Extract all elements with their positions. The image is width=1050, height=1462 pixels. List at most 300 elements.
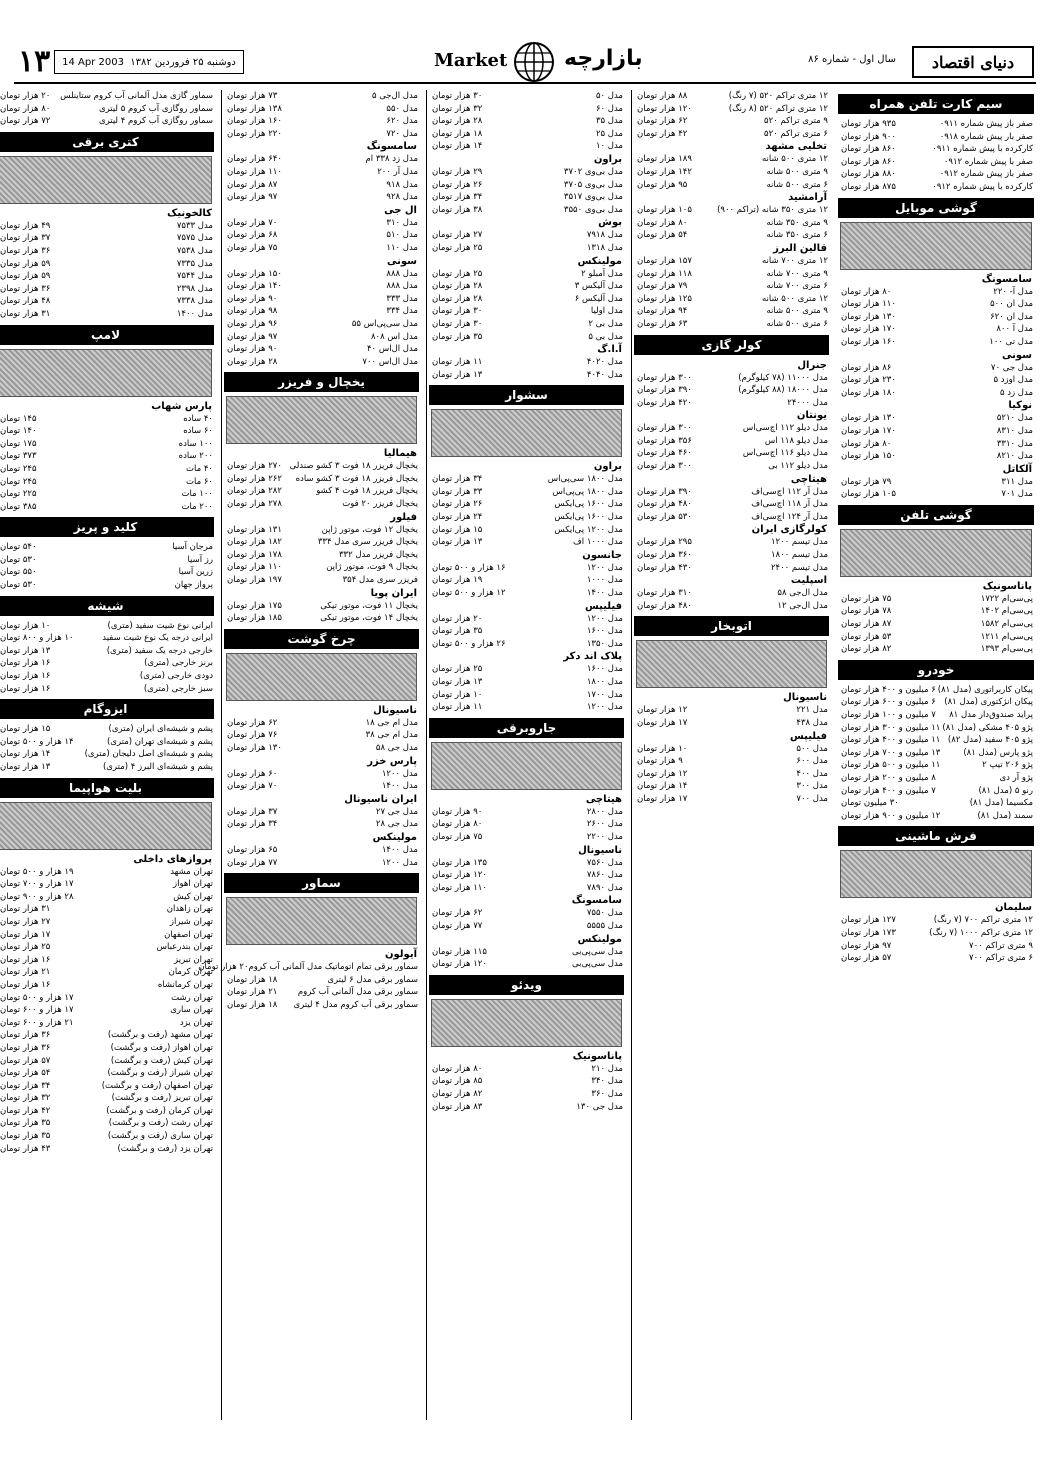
item-price: ۳۶ هزار تومان [0, 283, 51, 294]
brand-name: ناسیونال [783, 692, 827, 704]
item-name: مدل ۱۸۰۰ [586, 677, 623, 687]
item-price: ۸۷ هزار تومان [841, 619, 892, 630]
item-name: ۶ متری ۳۵۰ شانه [766, 230, 828, 241]
item-name: تهران یزد [179, 1017, 213, 1028]
item-price: ۱۹۷ هزار تومان [227, 575, 282, 586]
item-name: مدل ان ۵۰۰ [990, 299, 1033, 310]
item-name: سماور روگازی آب کروم ۴ لیتری [98, 116, 213, 127]
section-header: کولر گازی [634, 335, 829, 355]
price-row [836, 374, 1036, 387]
brand-name: پارس خزر [367, 755, 417, 767]
item-price: ۳۴ هزار تومان [0, 1080, 51, 1091]
item-price: ۳۷ هزار تومان [227, 806, 278, 817]
item-name: مدل آر ۱۱۲ اچ‌سی‌اف [751, 486, 828, 497]
item-name: پی‌سی‌ام ۱۵۸۲ [980, 619, 1033, 630]
item-price: ۱۲ هزار تومان [637, 705, 688, 716]
item-price: ۳۸ هزار تومان [432, 204, 483, 215]
price-row [0, 413, 216, 426]
section-header: کلید و پریز [0, 517, 214, 537]
price-row [0, 891, 216, 904]
section-header: گوشی موبایل [838, 198, 1034, 218]
item-name: مدل ۱۷۰۰ [586, 689, 623, 700]
item-name: مدل ۷۵۷۵ [176, 233, 213, 244]
price-row [836, 940, 1036, 953]
item-name: مدل بی‌وی ۳۵۱۷ [563, 192, 623, 203]
item-name: مدل ۱۱۰ [386, 242, 418, 253]
price-row [836, 593, 1036, 606]
section-header: جاروبرقی [429, 718, 624, 738]
item-name: مدل بی‌وی ۳۵۵۰ [563, 204, 623, 215]
brand-name: هیتاچی [585, 793, 622, 805]
price-row [632, 229, 831, 242]
item-name: سماور برقی مدل ۶ لیتری [327, 974, 418, 985]
item-price: ۱۸۹ هزار تومان [637, 154, 692, 165]
price-row [0, 683, 216, 696]
item-name: مدل ال‌جی ۵ [371, 91, 418, 101]
price-row [0, 1004, 216, 1017]
price-row [836, 927, 1036, 940]
item-price: ۷۹ هزار تومان [637, 281, 688, 292]
price-row [0, 645, 216, 658]
price-row [0, 450, 216, 463]
price-row [0, 620, 216, 633]
item-price: ۳۹۰ هزار تومان [637, 486, 692, 497]
item-price: ۱۶ هزار تومان [0, 658, 51, 669]
item-price: ۹۴ هزار تومان [637, 306, 688, 317]
price-row [427, 90, 626, 103]
price-row [0, 1143, 216, 1156]
price-row [632, 268, 831, 281]
item-name: سماور روگازی آب کروم ۵ لیتری [98, 103, 213, 114]
price-row [0, 554, 216, 567]
item-price: ۶۲ هزار تومان [432, 908, 483, 919]
item-name: تهران تبریز [174, 954, 213, 965]
item-price: ۱۵۷ هزار تومان [637, 255, 692, 266]
item-price: ۲۷۸ هزار تومان [227, 499, 282, 510]
product-photo [0, 349, 212, 397]
item-name: مدل تیسم ۲۴۰۰ [770, 562, 828, 573]
item-price: ۳۶ هزار تومان [0, 245, 51, 256]
price-row [427, 907, 626, 920]
price-row [222, 612, 421, 625]
item-price: ۶۰ هزار تومان [227, 768, 278, 779]
item-price: ۳۰ هزار تومان [432, 318, 483, 329]
price-row [632, 511, 831, 524]
price-row [0, 438, 216, 451]
price-row [836, 286, 1036, 299]
brand-name: سامسونگ [366, 141, 417, 153]
item-price: ۲۵ هزار تومان [432, 268, 483, 279]
brand-name: آ.ا.گ [597, 344, 622, 356]
item-price: ۳۵ هزار تومان [432, 626, 483, 637]
price-row [0, 992, 216, 1005]
item-name: مدل ۷۵۳۸ [176, 245, 213, 256]
section-header: گوشی تلفن [838, 505, 1034, 525]
price-row [222, 999, 421, 1012]
item-price: ۴۹ هزار تومان [0, 220, 51, 231]
product-photo [636, 640, 827, 688]
item-price: ۳۴ هزار تومان [432, 474, 483, 485]
item-name: مدل ۷۵۳۳ [176, 220, 213, 231]
price-row [0, 115, 216, 128]
item-price: ۹۰۰ هزار تومان [841, 131, 896, 142]
item-price: ۶۲ هزار تومان [227, 717, 278, 728]
price-row [836, 323, 1036, 336]
item-name: ۴۰ ساده [183, 413, 213, 424]
item-name: پژو ۲۰۶ تیپ ۲ [982, 760, 1033, 771]
item-name: مدل ۳۰۰ [796, 781, 828, 792]
item-name: مدل سی‌پی‌اس ۵۵ [351, 318, 418, 329]
price-row [427, 587, 626, 600]
market-title: Market [434, 50, 508, 71]
item-price: ۱۷۰ هزار تومان [841, 425, 896, 436]
item-price: ۱۱ میلیون و ۵۰۰ هزار تومان [841, 760, 941, 771]
item-price: ۵۴۰ تومان [0, 542, 37, 553]
item-price: ۱۰ هزار و ۸۰۰ تومان [0, 633, 74, 644]
item-price: ۱۰۵ هزار تومان [841, 489, 896, 500]
brand-name: جنرال [797, 359, 827, 371]
item-name: مدل ال‌جی ۵۸ [777, 588, 828, 599]
product-photo [0, 802, 212, 850]
item-price: ۵۳ هزار تومان [841, 631, 892, 642]
item-price: ۲۸ هزار تومان [432, 116, 483, 127]
price-row [632, 435, 831, 448]
item-name: مدل ۷۵۵۰ [586, 908, 623, 919]
item-name: یخچال فریزر ۲۰ فوت [342, 499, 418, 510]
item-name: ۶ متری تراکم ۷۰۰ [969, 953, 1033, 964]
item-name: سبز خارجی (متری) [143, 683, 213, 694]
item-price: ۶ میلیون و ۴۰۰ هزار تومان [841, 684, 936, 695]
item-price: ۱۷۵ هزار تومان [227, 600, 282, 611]
price-row [427, 689, 626, 702]
price-row [222, 115, 421, 128]
item-name: ۱۲ متری ۵۰۰ شانه [761, 293, 828, 304]
price-row [427, 115, 626, 128]
item-name: تهران کرمان (رفت و برگشت) [106, 1105, 213, 1116]
product-photo [840, 222, 1032, 270]
item-name: مدل آر ۲۰۰ [377, 166, 418, 177]
price-row [836, 785, 1036, 798]
item-name: مدل ۱۲۰۰ [586, 613, 623, 624]
price-row [836, 914, 1036, 927]
item-name: پی‌سی‌ام ۱۳۹۳ [980, 644, 1033, 655]
product-photo [431, 999, 622, 1047]
item-price: ۳۷۳ تومان [0, 451, 37, 462]
price-row [222, 128, 421, 141]
item-name: یخچال فریزر ۱۸ فوت ۴ کشو [316, 486, 418, 497]
item-name: مدل ۴۰۲۰ [586, 357, 623, 368]
item-price: ۳۴ هزار تومان [227, 819, 278, 830]
item-price: ۹۰ هزار تومان [432, 806, 483, 817]
item-price: ۱۹ هزار و ۵۰۰ تومان [0, 866, 74, 877]
price-row [0, 283, 216, 296]
item-price: ۲۶ هزار تومان [432, 499, 483, 510]
item-price: ۴۳۰ هزار تومان [637, 562, 692, 573]
price-row [0, 1055, 216, 1068]
price-row [0, 245, 216, 258]
item-price: ۱۰ هزار تومان [0, 620, 51, 631]
price-row [222, 742, 421, 755]
price-row [0, 90, 216, 103]
price-row [632, 397, 831, 410]
item-price: ۶۳ هزار تومان [637, 318, 688, 329]
item-name: مدل ۱۴۰۰ [176, 308, 213, 319]
item-price: ۱۳ هزار تومان [432, 537, 483, 548]
item-name: پیکان کاربراتوری (مدل ۸۱) [937, 684, 1033, 695]
item-price: ۵۳۰ تومان [0, 554, 37, 565]
brand-name: فیلور [390, 511, 417, 523]
item-price: ۸۰ هزار تومان [432, 819, 483, 830]
item-name: سماور برقی تمام اتوماتیک مدل آلمانی آب کروم [248, 962, 418, 973]
item-name: مدل ۱۸۰۰ پی‌پی‌اس [552, 486, 623, 497]
brand-name: سونی [1002, 349, 1032, 361]
item-name: مدل ۱۲۰۰ [586, 702, 623, 713]
item-name: مدل ۷۸۶۰ [586, 870, 623, 881]
item-price: ۱۶ هزار تومان [0, 954, 51, 965]
item-price: ۱۲۷ هزار تومان [841, 915, 896, 926]
item-price: ۱۳۰ هزار تومان [227, 743, 282, 753]
price-row [0, 220, 216, 233]
item-name: مدل آ- ۲۲۰ [993, 286, 1033, 297]
item-name: مدل ۳۳۳ [386, 293, 418, 304]
item-name: تهران مشهد [170, 866, 213, 877]
item-price: ۵۴ هزار تومان [0, 1068, 51, 1079]
item-name: یخچال فریزر ۱۸ فوت ۳ کشو ساده [295, 473, 418, 484]
item-price: ۲۱ هزار تومان [227, 987, 278, 998]
item-price: ۱۷ هزار تومان [0, 929, 51, 940]
item-price: ۹۰ هزار تومان [227, 293, 278, 304]
brand-name: ایران پویا [370, 587, 417, 599]
price-row [632, 780, 831, 793]
price-row [632, 704, 831, 717]
item-price: ۷۰ هزار تومان [227, 781, 278, 792]
price-row [0, 476, 216, 489]
price-row [222, 549, 421, 562]
item-price: ۷۵ هزار تومان [432, 831, 483, 842]
item-name: مدل ۱۶۰۰ [586, 626, 623, 637]
price-row [632, 293, 831, 306]
item-price: ۲۸۲ هزار تومان [227, 486, 282, 497]
item-name: ۶۰ مات [186, 476, 213, 487]
price-row [427, 268, 626, 281]
item-price: ۱۷۳ هزار تومان [841, 927, 896, 938]
item-price: ۳۵ هزار تومان [0, 1131, 51, 1142]
item-price: ۱۲۵ هزار تومان [637, 293, 692, 304]
section-header: ویدئو [429, 975, 624, 995]
price-row [427, 103, 626, 116]
brand-name: ناسیونال [578, 844, 622, 856]
item-name: مدل ۲۶۰۰ [586, 819, 623, 830]
brand-name: سونی [387, 255, 417, 267]
item-name: صفر با پیش شماره ۰۹۱۲ [943, 156, 1033, 167]
price-row [427, 204, 626, 217]
item-name: زرین آسیا [178, 567, 213, 578]
item-name: سماور برقی آب کروم مدل ۴ لیتری [293, 999, 418, 1010]
item-price: ۷۵ هزار تومان [227, 242, 278, 253]
price-row [0, 903, 216, 916]
item-name: ۹ متری ۳۵۰ شانه [766, 217, 828, 228]
item-name: مدل جی ۲۷ [375, 806, 418, 817]
product-photo [431, 742, 622, 790]
columns-area [0, 90, 1036, 1420]
item-price: ۱۶ هزار تومان [0, 683, 51, 694]
item-name: تهران شیراز (رفت و برگشت) [107, 1068, 213, 1079]
price-row [632, 115, 831, 128]
item-name: ۹ متری ۵۰۰ شانه [766, 306, 828, 317]
price-row [0, 1080, 216, 1093]
price-row [836, 336, 1036, 349]
item-price: ۸۷۵ هزار تومان [841, 181, 896, 192]
item-name: پیکان انژکتوری (مدل ۸۱) [944, 697, 1033, 708]
item-price: ۸۵ هزار تومان [432, 1076, 483, 1087]
price-row [836, 722, 1036, 735]
item-price: ۶ میلیون و ۶۰۰ هزار تومان [841, 697, 936, 708]
item-price: ۲۷ هزار تومان [0, 916, 51, 927]
item-name: ۱۲ متری تراکم ۱۰۰۰ (۷ رنگ) [929, 927, 1033, 938]
price-row [836, 605, 1036, 618]
price-row [427, 356, 626, 369]
price-row [632, 768, 831, 781]
price-row [0, 488, 216, 501]
item-price: ۱۴ هزار تومان [0, 749, 51, 760]
item-price: ۳۰ هزار تومان [432, 306, 483, 317]
item-price: ۱۲۰ هزار تومان [432, 959, 487, 970]
price-row [632, 90, 831, 103]
item-price: ۸۶ هزار تومان [841, 362, 892, 373]
item-name: ۱۲ متری تراکم ۵۲۰ (۷ رنگ) [728, 91, 828, 101]
item-price: ۵۳۰ تومان [0, 580, 37, 591]
item-price: ۸ میلیون و ۲۰۰ هزار تومان [841, 773, 936, 783]
price-row [0, 425, 216, 438]
brand-name: فیلیپس [584, 600, 622, 612]
brand-name: پارس شهاب [151, 400, 212, 412]
item-price: ۱۸ هزار تومان [227, 999, 278, 1010]
price-row [0, 1017, 216, 1030]
price-row [222, 485, 421, 498]
brand-name: کالخونیک [167, 207, 212, 219]
item-price: ۵۷ هزار تومان [0, 1055, 51, 1066]
item-price: ۸۲ هزار تومان [841, 644, 892, 655]
item-name: پشم و شیشه‌ای اصل دلیجان (متری) [84, 749, 213, 760]
item-name: سماور برقی مدل آلمانی آب کروم [297, 987, 418, 998]
item-price: ۱۲ میلیون و ۹۰۰ هزار تومان [841, 810, 941, 821]
section-header: اتوبخار [634, 616, 829, 636]
item-name: رز آسیا [187, 554, 213, 565]
item-price: ۷۹ هزار تومان [841, 476, 892, 487]
item-name: مدل اس ۸۰۸ [370, 331, 418, 342]
item-name: مدل آ ۸۰۰ [996, 324, 1033, 335]
item-name: مدل ۴۰۴۰ [586, 369, 623, 380]
brand-name: آلکاتل [1002, 463, 1032, 475]
item-price: ۳۶ هزار تومان [0, 1042, 51, 1053]
brand-name: مولینکس [577, 933, 622, 945]
brand-name: سامسونگ [571, 895, 622, 907]
item-name: ۱۰۰ مات [181, 489, 213, 500]
item-price: ۳۲ هزار تومان [0, 1093, 51, 1104]
price-row [222, 806, 421, 819]
item-price: ۱۹ هزار تومان [432, 575, 483, 586]
brand-name: براون [593, 153, 622, 165]
item-price: ۶۴۰ هزار تومان [227, 154, 282, 165]
item-name: مدل ام جی ۱۸ [365, 717, 418, 728]
item-price: ۶۵ هزار تومان [227, 844, 278, 855]
price-row [0, 295, 216, 308]
item-price: ۷ میلیون و ۴۰۰ هزار تومان [841, 785, 936, 796]
item-price: ۱۷۵ تومان [0, 438, 37, 449]
brand-name: پلاک اند دکر [563, 651, 622, 663]
item-price: ۷۷ هزار تومان [432, 920, 483, 931]
item-price: ۳۰ هزار تومان [432, 91, 483, 101]
price-row [427, 305, 626, 318]
price-row [427, 536, 626, 549]
price-row [632, 305, 831, 318]
price-row [222, 780, 421, 793]
item-name: مدل ۴۳۸ [796, 718, 828, 728]
item-name: تهران تبریز (رفت و برگشت) [111, 1093, 213, 1104]
item-name: مدل ۱۲۰۰ پی‌ایکس [554, 524, 623, 535]
item-name: کارکرده با پیش شماره ۰۹۱۲ [932, 181, 1033, 192]
item-price: ۲۴ هزار تومان [432, 512, 483, 523]
item-name: مدل ۳۶۰ [591, 1088, 623, 1099]
price-row [427, 318, 626, 331]
item-name: تهران کیش [173, 891, 213, 902]
item-price: ۱۱۰ هزار تومان [227, 166, 282, 177]
price-row [632, 460, 831, 473]
item-name: مدل زد ۵ [999, 387, 1033, 398]
item-price: ۴۸۰ هزار تومان [637, 600, 692, 611]
item-name: مدل ۷۳۳۸ [176, 296, 213, 307]
item-name: مدل ۱۶۰۰ پی‌ایکس [554, 499, 623, 510]
column-3 [426, 90, 626, 1420]
price-row [222, 229, 421, 242]
item-name: تهران کرمانشاه [157, 979, 213, 990]
item-name: تهران اهواز [173, 879, 213, 890]
item-name: مدل جی ۱۳۰ [576, 1101, 623, 1112]
item-name: مدل ۳۳۴ [386, 306, 418, 317]
section-header: سیم کارت تلفن همراه [838, 94, 1034, 114]
item-name: مدل ۱۴۰۰ [381, 781, 418, 792]
price-row [427, 498, 626, 511]
item-price: ۸۰ هزار تومان [432, 1063, 483, 1074]
item-name: مدل ۷۹۱۸ [586, 230, 623, 241]
price-row [836, 797, 1036, 810]
item-name: مدل اوزد ۵ [993, 375, 1033, 386]
price-row [836, 810, 1036, 823]
item-name: مدل ۶۰۰ [796, 756, 828, 767]
price-row [632, 179, 831, 192]
item-price: ۱۳۸ هزار تومان [227, 103, 282, 114]
price-row [0, 670, 216, 683]
item-name: مدل بی‌وی ۳۷۰۵ [563, 179, 623, 190]
price-row [836, 143, 1036, 156]
price-row [632, 755, 831, 768]
price-row [0, 657, 216, 670]
item-name: مدل ۶۰ [595, 103, 623, 114]
price-row [632, 318, 831, 331]
price-row [836, 156, 1036, 169]
item-price: ۳۱۰ هزار تومان [637, 588, 692, 599]
brand-name: ال جی [384, 204, 417, 216]
item-name: ۲۰۰ مات [181, 501, 213, 512]
item-price: ۳۳ هزار تومان [432, 486, 483, 497]
item-price: ۱۱ هزار تومان [432, 357, 483, 368]
price-row [0, 1105, 216, 1118]
item-name: یخچال فریزر مدل ۳۳۲ [338, 549, 418, 560]
item-price: ۲۵ هزار تومان [432, 242, 483, 253]
item-price: ۱۴ هزار تومان [637, 781, 688, 792]
price-row [427, 280, 626, 293]
item-name: مدل ۷۵۶۰ [586, 857, 623, 868]
